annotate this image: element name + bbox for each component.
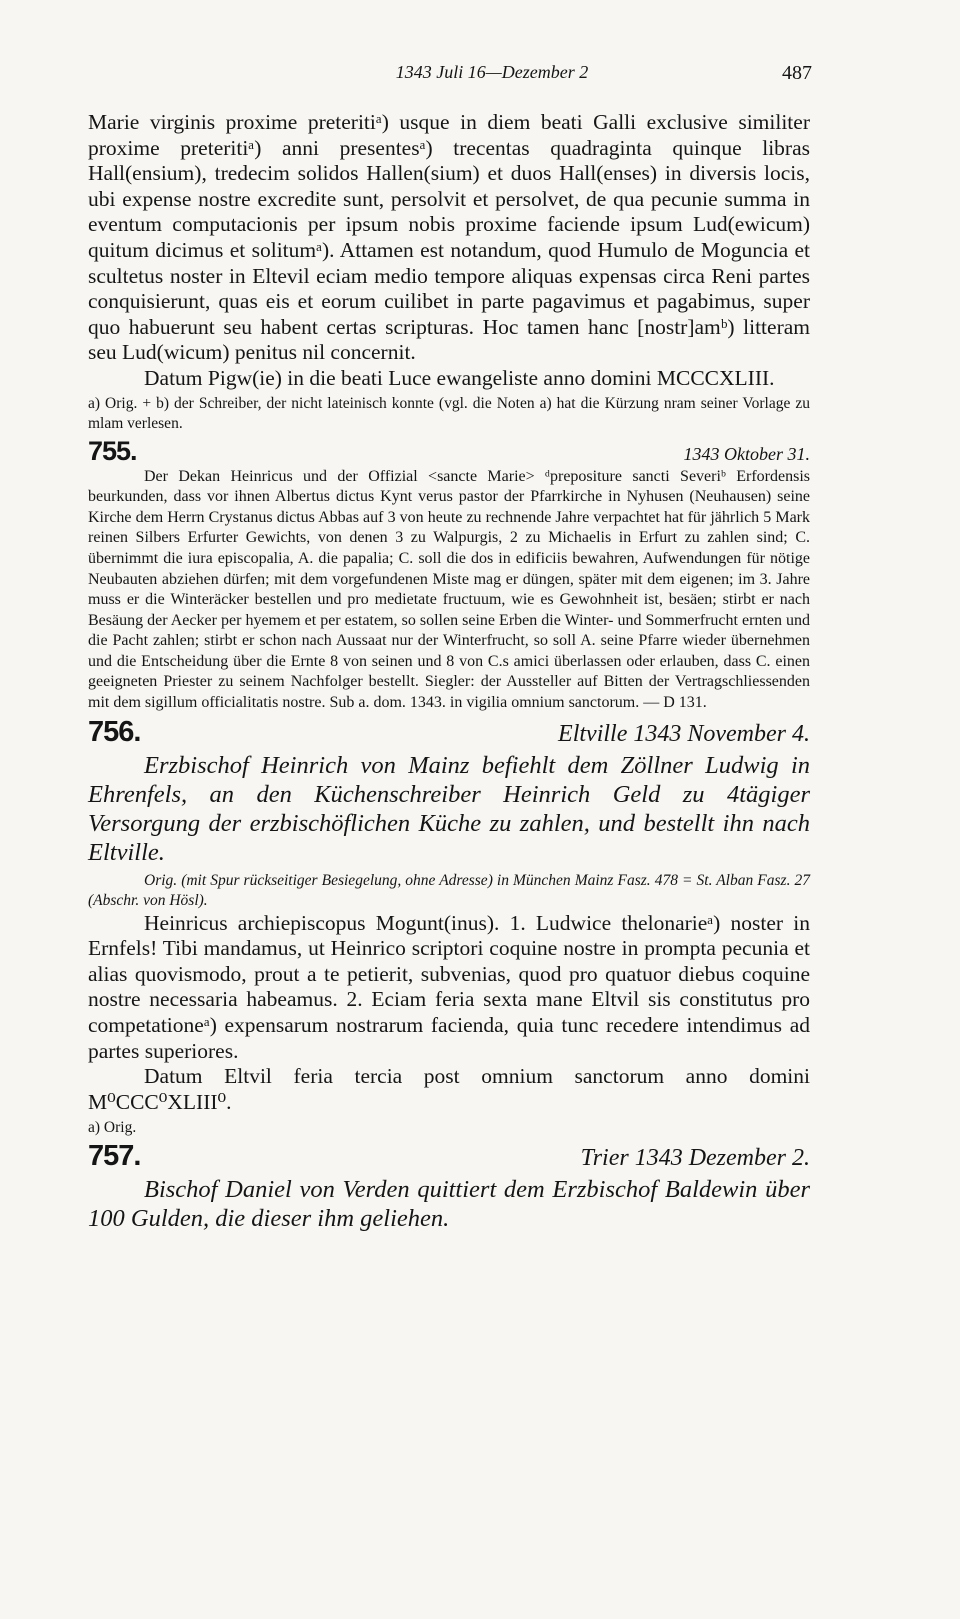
page-header	[0, 62, 960, 86]
entry-754-text: Marie virginis proxime preteritiᵃ) usque in diem beati Galli exclusive similiter proxime preteritiᵃ) anni presentesᵃ) trecentas quadraginta quinque libras Hall(ensium), tredecim solidos Hallen(sium) et duos Hall(enses) in diversis locis, ubi expense nostre excredite sunt, persolvit et persolvet, de qua pecunie summa in eventum computacionis per ipsum nobis proxime faciende ipsum Lud(ewicum) quitum dicimus et solitumᵃ). Attamen est notandum, quod Humulo de Moguncia et scultetus noster in Eltevil eciam medio tempore aliquas expensas circa Reni partes conquisierunt, quas eis et eorum cuilibet in parte pagavimus et pagabimus, super quo habuerunt seu habent certas scripturas. Hoc tamen hanc [nostr]amᵇ) litteram seu Lud(wicum) penitus nil concernit.	[88, 110, 810, 365]
page-content	[88, 110, 810, 1233]
entry-756-number: 756.	[88, 715, 141, 748]
entry-755-heading	[88, 436, 810, 467]
entry-756-dating: Datum Eltvil feria tercia post omnium sanctorum anno domini M⁰CCC⁰XLIII⁰.	[88, 1064, 810, 1114]
entry-756-source: Orig. (mit Spur rückseitiger Besiegelung, ohne Adresse) in München Mainz Fasz. 478 = St. Alban Fasz. 27 (Abschr. von Hösl).	[88, 871, 810, 909]
entry-757-number: 757.	[88, 1140, 141, 1173]
entry-756-heading	[88, 716, 810, 749]
entry-754-footnote: a) Orig. + b) der Schreiber, der nicht lateinisch konnte (vgl. die Noten a) hat die Kürzung nram seiner Vorlage zu mlam verlesen.	[88, 394, 810, 432]
entry-757-heading	[88, 1140, 810, 1173]
entry-757-date: Trier 1343 Dezember 2.	[580, 1145, 810, 1172]
entry-756-text: Heinricus archiepiscopus Mogunt(inus). 1. Ludwice thelonarieᵃ) noster in Ernfels! Tibi mandamus, ut Heinrico scriptori coquine nostre in prompta pecunia et alias quovismodo, prout a te petierit, subvenias, quod pro quatuor diebus coquine nostre necessaria habeamus. 2. Eciam feria sexta mane Eltvil sis constitutus pro competationeᵃ) expensarum nostrarum facienda, quia tunc recedere intendimus ad partes superiores.	[88, 910, 810, 1063]
page-number: 487	[782, 62, 812, 84]
entry-757-regest: Bischof Daniel von Verden quittiert dem Erzbischof Baldewin über 100 Gulden, die dieser ihm geliehen.	[88, 1176, 810, 1233]
entry-756-regest: Erzbischof Heinrich von Mainz befiehlt dem Zöllner Ludwig in Ehrenfels, an den Küchenschreiber Heinrich Geld zu 4tägiger Versorgung der erzbischöflichen Küche zu zahlen, und bestellt ihn nach Eltville.	[88, 751, 810, 866]
entry-755-regest: Der Dekan Heinricus und der Offizial <sancte Marie> ᵈprepositure sancti Severiᵇ Erfordensis beurkunden, dass vor ihnen Albertus dictus Kynt verus pastor der Pfarrkirche in Nyhusen (Neuhausen) seine Kirche dem Herrn Crystanus dictus Abbas auf 3 von heute zu rechnende Jahre verpachtet hat für jährlich 5 Mark reinen Silbers Erfurter Gewichts, von denen 3 zu Walpurgis, 2 zu Michaelis in Erfurt zu zahlen sind; C. übernimmt die iura episcopalia, A. die papalia; C. soll die dos in edificiis bewahren, Aufwendungen für nötige Neubauten abziehen dürfen; mit dem vorgefundenen Miste mag er düngen, später mit dem eigenen; im 3. Jahre muss er die Winteräcker bestellen und pro medietate fructuum, wie es Gewohnheit ist, besäen; stirbt er nach Besäung der Aecker per hyemem et per estatem, so sollen seine Erben die Winter- und Sommerfrucht ernten und die Pacht zahlen; stirbt er schon nach Aussaat nur der Winterfrucht, so soll A. seine Pfarre wieder übernehmen und die Entscheidung über die Ernte 8 von seinen und 8 von C.s amici überlassen oder erlauben, dass C. einen geeigneten Priester zu seinem Nachfolger bestellt. Siegler: der Aussteller auf Bitten der Vertragschliessenden mit dem sigillum officialitatis nostre. Sub a. dom. 1343. in vigilia omnium sanctorum. — D 131.	[88, 467, 810, 712]
entry-754-dating: Datum Pigw(ie) in die beati Luce ewangeliste anno domini MCCCXLIII.	[144, 365, 775, 390]
entry-756-footnote: a) Orig.	[88, 1119, 137, 1137]
running-title: 1343 Juli 16—Dezember 2	[395, 62, 589, 82]
entry-755-number: 755.	[88, 435, 137, 466]
entry-756-date: Eltville 1343 November 4.	[558, 720, 810, 747]
entry-755-date: 1343 Oktober 31.	[683, 443, 810, 464]
